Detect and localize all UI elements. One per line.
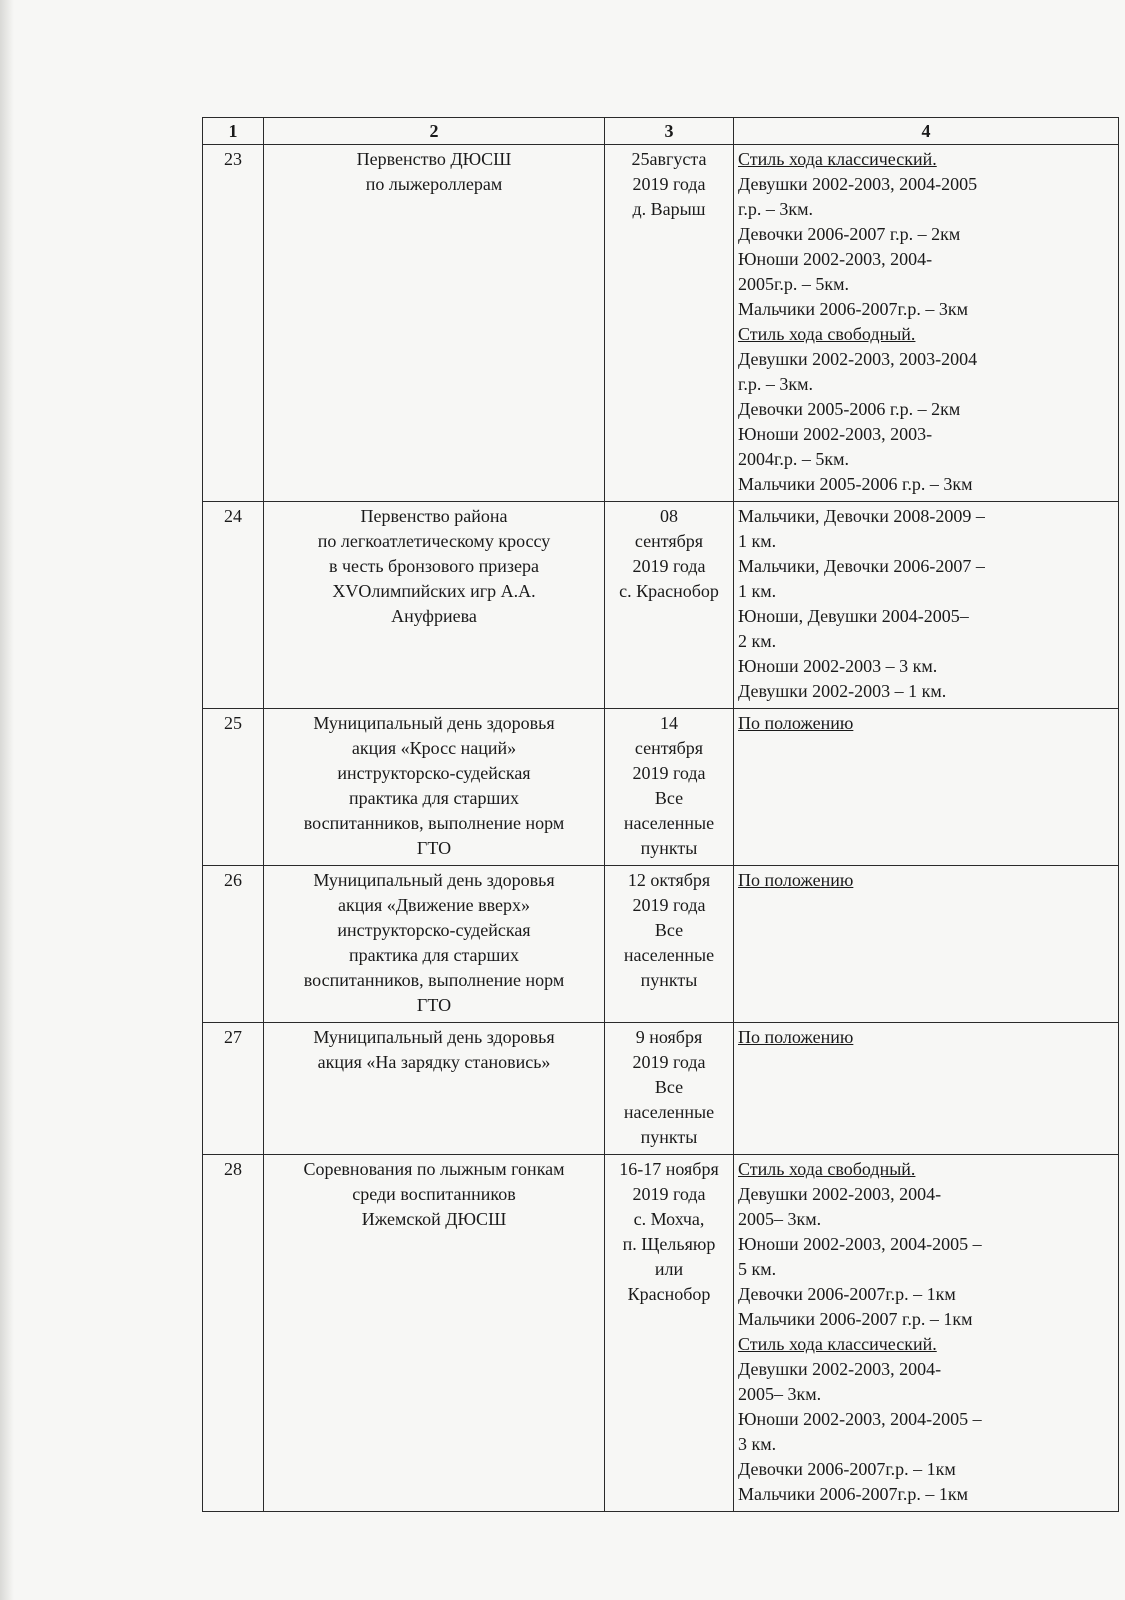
event-cell bbox=[264, 502, 605, 709]
event-line: Муниципальный день здоровья bbox=[313, 713, 555, 733]
date-place-cell bbox=[605, 145, 734, 502]
condition-line: Девушки 2002-2003, 2004-2005 bbox=[738, 174, 978, 194]
condition-line: Юноши 2002-2003, 2004- bbox=[738, 249, 933, 269]
event-line: воспитанников, выполнение норм bbox=[303, 970, 565, 990]
event-line: акция «Движение вверх» bbox=[337, 895, 530, 915]
conditions-cell bbox=[734, 145, 1119, 502]
condition-line: 2005г.р. – 5км. bbox=[738, 274, 849, 294]
style-heading: По положению bbox=[738, 1027, 854, 1047]
event-cell bbox=[264, 866, 605, 1023]
date-place-line: пункты bbox=[640, 838, 698, 858]
condition-line: 5 км. bbox=[738, 1259, 777, 1279]
event-cell bbox=[264, 145, 605, 502]
style-heading: По положению bbox=[738, 870, 854, 890]
event-line: XVОлимпийских игр А.А. bbox=[332, 581, 536, 601]
event-line: акция «Кросс наций» bbox=[351, 738, 517, 758]
event-line: Муниципальный день здоровья bbox=[313, 1027, 555, 1047]
style-heading: Стиль хода свободный. bbox=[738, 324, 916, 344]
date-place-cell bbox=[605, 866, 734, 1023]
event-line: в честь бронзового призера bbox=[328, 556, 539, 576]
condition-line: 1 км. bbox=[738, 581, 777, 601]
date-place-line: 25августа bbox=[631, 149, 707, 169]
date-place-line: пункты bbox=[640, 1127, 698, 1147]
date-place-line: населенные bbox=[623, 945, 715, 965]
condition-line: 2004г.р. – 5км. bbox=[738, 449, 849, 469]
date-place-line: сентября bbox=[634, 531, 704, 551]
header-col-3: 3 bbox=[605, 118, 734, 145]
date-place-line: сентября bbox=[634, 738, 704, 758]
event-cell bbox=[264, 709, 605, 866]
date-place-line: Все bbox=[654, 788, 684, 808]
style-heading: Стиль хода классический. bbox=[738, 149, 937, 169]
date-place-line: Краснобор bbox=[627, 1284, 711, 1304]
date-place-cell bbox=[605, 1155, 734, 1512]
date-place-line: 2019 года bbox=[632, 1052, 706, 1072]
event-line: практика для старших bbox=[348, 788, 520, 808]
event-line: воспитанников, выполнение норм bbox=[303, 813, 565, 833]
event-line: ГТО bbox=[416, 995, 452, 1015]
date-place-line: 16-17 ноября bbox=[619, 1159, 719, 1179]
condition-line: Мальчики 2005-2006 г.р. – 3км bbox=[738, 474, 973, 494]
condition-line: 2005– 3км. bbox=[738, 1384, 822, 1404]
row-number: 26 bbox=[203, 866, 264, 1023]
row-number: 23 bbox=[203, 145, 264, 502]
event-line: по легкоатлетическому кроссу bbox=[317, 531, 551, 551]
condition-line: г.р. – 3км. bbox=[738, 199, 813, 219]
condition-line: 2 км. bbox=[738, 631, 777, 651]
date-place-line: 2019 года bbox=[632, 1184, 706, 1204]
row-number: 24 bbox=[203, 502, 264, 709]
conditions-cell bbox=[734, 866, 1119, 1023]
conditions-cell bbox=[734, 1023, 1119, 1155]
event-line: ГТО bbox=[416, 838, 452, 858]
table-body bbox=[203, 145, 1119, 1512]
event-line: Ануфриева bbox=[391, 606, 477, 626]
event-line: Муниципальный день здоровья bbox=[313, 870, 555, 890]
event-cell bbox=[264, 1023, 605, 1155]
table-row bbox=[203, 502, 1119, 709]
page-edge-shadow bbox=[0, 0, 14, 1600]
condition-line: Юноши, Девушки 2004-2005– bbox=[738, 606, 969, 626]
date-place-cell bbox=[605, 709, 734, 866]
condition-line: Девочки 2005-2006 г.р. – 2км bbox=[738, 399, 961, 419]
date-place-line: пункты bbox=[640, 970, 698, 990]
event-line: по лыжероллерам bbox=[365, 174, 503, 194]
condition-line: Девушки 2002-2003, 2004- bbox=[738, 1359, 942, 1379]
condition-line: Юноши 2002-2003, 2004-2005 – bbox=[738, 1409, 982, 1429]
event-line: практика для старших bbox=[348, 945, 520, 965]
row-number: 27 bbox=[203, 1023, 264, 1155]
table-row bbox=[203, 145, 1119, 502]
date-place-line: с. Краснобор bbox=[619, 581, 719, 601]
condition-line: Юноши 2002-2003 – 3 км. bbox=[738, 656, 938, 676]
condition-line: Мальчики 2006-2007г.р. – 1км bbox=[738, 1484, 969, 1504]
condition-line: Девочки 2006-2007г.р. – 1км bbox=[738, 1459, 956, 1479]
date-place-cell bbox=[605, 502, 734, 709]
date-place-line: с. Мохча, bbox=[633, 1209, 705, 1229]
date-place-line: д. Варыш bbox=[632, 199, 706, 219]
condition-line: Девушки 2002-2003, 2003-2004 bbox=[738, 349, 978, 369]
condition-line: 1 км. bbox=[738, 531, 777, 551]
condition-line: Мальчики 2006-2007г.р. – 3км bbox=[738, 299, 969, 319]
table-row bbox=[203, 1023, 1119, 1155]
date-place-line: 08 bbox=[660, 506, 678, 526]
conditions-cell bbox=[734, 709, 1119, 866]
event-line: Первенство района bbox=[360, 506, 508, 526]
event-line: Ижемской ДЮСШ bbox=[361, 1209, 507, 1229]
condition-line: г.р. – 3км. bbox=[738, 374, 813, 394]
events-table bbox=[202, 117, 1119, 1512]
condition-line: Девочки 2006-2007г.р. – 1км bbox=[738, 1284, 956, 1304]
date-place-line: или bbox=[654, 1259, 684, 1279]
event-line: среди воспитанников bbox=[352, 1184, 516, 1204]
date-place-line: Все bbox=[654, 920, 684, 940]
date-place-line: 2019 года bbox=[632, 763, 706, 783]
condition-line: Мальчики, Девочки 2008-2009 – bbox=[738, 506, 985, 526]
condition-line: 2005– 3км. bbox=[738, 1209, 822, 1229]
table-row bbox=[203, 1155, 1119, 1512]
event-line: инструкторско-судейская bbox=[337, 763, 531, 783]
condition-line: Юноши 2002-2003, 2003- bbox=[738, 424, 933, 444]
event-line: акция «На зарядку становись» bbox=[317, 1052, 551, 1072]
date-place-line: населенные bbox=[623, 1102, 715, 1122]
date-place-line: 12 октября bbox=[627, 870, 711, 890]
conditions-cell bbox=[734, 1155, 1119, 1512]
condition-line: Девочки 2006-2007 г.р. – 2км bbox=[738, 224, 961, 244]
date-place-line: 2019 года bbox=[632, 556, 706, 576]
style-heading: По положению bbox=[738, 713, 854, 733]
date-place-line: 2019 года bbox=[632, 174, 706, 194]
row-number: 25 bbox=[203, 709, 264, 866]
date-place-line: 2019 года bbox=[632, 895, 706, 915]
date-place-line: Все bbox=[654, 1077, 684, 1097]
date-place-cell bbox=[605, 1023, 734, 1155]
row-number: 28 bbox=[203, 1155, 264, 1512]
table-row bbox=[203, 709, 1119, 866]
event-line: Первенство ДЮСШ bbox=[356, 149, 512, 169]
header-col-1: 1 bbox=[203, 118, 264, 145]
condition-line: 3 км. bbox=[738, 1434, 777, 1454]
conditions-cell bbox=[734, 502, 1119, 709]
date-place-line: 9 ноября bbox=[635, 1027, 703, 1047]
condition-line: Мальчики 2006-2007 г.р. – 1км bbox=[738, 1309, 973, 1329]
table-header-row bbox=[203, 118, 1119, 145]
condition-line: Девушки 2002-2003, 2004- bbox=[738, 1184, 942, 1204]
date-place-line: п. Щельяюр bbox=[622, 1234, 716, 1254]
style-heading: Стиль хода классический. bbox=[738, 1334, 937, 1354]
event-cell bbox=[264, 1155, 605, 1512]
date-place-line: населенные bbox=[623, 813, 715, 833]
event-line: Соревнования по лыжным гонкам bbox=[303, 1159, 565, 1179]
condition-line: Девушки 2002-2003 – 1 км. bbox=[738, 681, 947, 701]
condition-line: Юноши 2002-2003, 2004-2005 – bbox=[738, 1234, 982, 1254]
table-row bbox=[203, 866, 1119, 1023]
style-heading: Стиль хода свободный. bbox=[738, 1159, 916, 1179]
date-place-line: 14 bbox=[660, 713, 678, 733]
header-col-2: 2 bbox=[264, 118, 605, 145]
condition-line: Мальчики, Девочки 2006-2007 – bbox=[738, 556, 985, 576]
event-line: инструкторско-судейская bbox=[337, 920, 531, 940]
header-col-4: 4 bbox=[734, 118, 1119, 145]
